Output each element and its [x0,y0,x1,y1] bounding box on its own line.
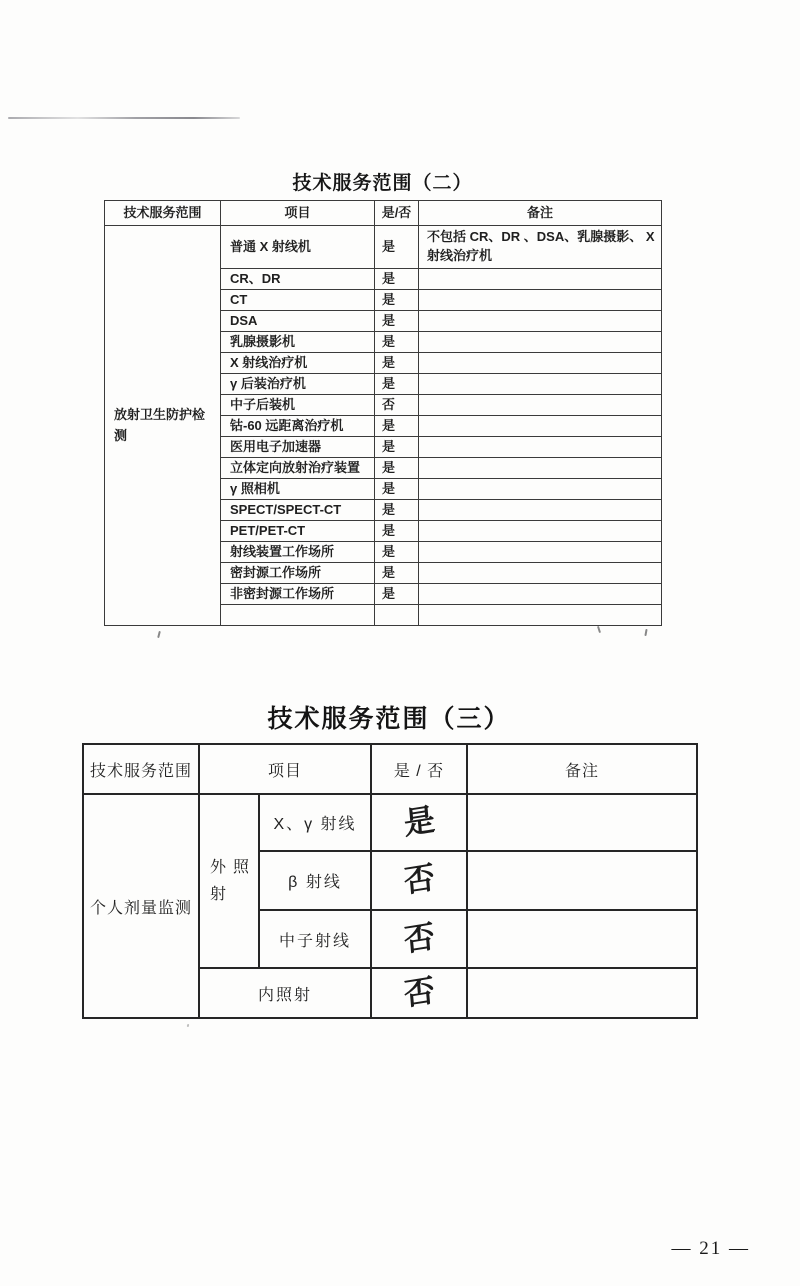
table-row [105,226,662,269]
remark-cell [419,395,662,416]
item-cell: 乳腺摄影机 [221,332,375,353]
remark-cell [419,353,662,374]
remark-cell [419,290,662,311]
item-cell: 立体定向放射治疗装置 [221,458,375,479]
scan-speck [597,626,601,633]
table-row [83,794,697,851]
yes-no-cell: 是 [375,311,419,332]
yes-no-cell: 是 [375,290,419,311]
item-cell: 医用电子加速器 [221,437,375,458]
remark-cell [419,584,662,605]
handwritten-answer: 否 [402,859,436,901]
remark-cell [419,416,662,437]
item-cell: β 射线 [259,851,371,910]
remark-cell [467,794,697,851]
remark-cell [419,479,662,500]
item-cell: 密封源工作场所 [221,563,375,584]
yes-no-cell: 是 [375,226,419,269]
item-cell: PET/PET-CT [221,521,375,542]
item-cell: 射线装置工作场所 [221,542,375,563]
item-cell: 非密封源工作场所 [221,584,375,605]
scope-cell: 放射卫生防护检测 [105,226,221,626]
remark-cell [467,968,697,1018]
header-scope: 技术服务范围 [83,744,199,794]
remark-cell [419,311,662,332]
item-cell: 普通 X 射线机 [221,226,375,269]
yes-no-cell: 否 [375,395,419,416]
service-scope-table-2 [104,200,662,626]
item-cell [221,605,375,626]
yes-no-cell: 是 [375,353,419,374]
table-header-row [83,744,697,794]
item-cell: 钴-60 远距离治疗机 [221,416,375,437]
item-cell: SPECT/SPECT-CT [221,500,375,521]
header-yes-no: 是/否 [375,201,419,226]
item-cell: CR、DR [221,269,375,290]
yes-no-cell: 是 [375,374,419,395]
yes-no-cell: 是 [375,479,419,500]
header-remark: 备注 [419,201,662,226]
remark-cell [419,542,662,563]
yes-no-cell: 是 [375,500,419,521]
remark-cell [419,605,662,626]
service-scope-table-3 [82,743,698,1019]
yes-no-cell: 是 [375,521,419,542]
yes-no-cell [371,794,467,851]
page-number: — 21 — [671,1238,750,1259]
scan-speck [157,631,161,638]
item-cell: γ 照相机 [221,479,375,500]
scan-artifact-line [8,117,240,119]
header-remark: 备注 [467,744,697,794]
item-cell: 中子后装机 [221,395,375,416]
remark-cell [419,500,662,521]
remark-cell [419,521,662,542]
yes-no-cell [371,968,467,1018]
remark-cell [419,563,662,584]
yes-no-cell [371,851,467,910]
header-item: 项目 [199,744,371,794]
yes-no-cell [371,910,467,968]
internal-exposure-cell: 内照射 [199,968,371,1018]
yes-no-cell: 是 [375,269,419,290]
remark-cell [419,458,662,479]
table1-title: 技术服务范围（二） [292,173,473,194]
remark-cell [467,851,697,910]
item-cell: CT [221,290,375,311]
remark-cell [419,269,662,290]
remark-cell [419,437,662,458]
handwritten-answer: 否 [402,918,436,959]
yes-no-cell: 是 [375,458,419,479]
item-cell: 中子射线 [259,910,371,968]
yes-no-cell: 是 [375,416,419,437]
external-exposure-cell: 外照射 [199,794,259,968]
yes-no-cell: 是 [375,437,419,458]
scope-cell: 个人剂量监测 [83,794,199,1018]
remark-cell [419,332,662,353]
item-cell: γ 后装治疗机 [221,374,375,395]
scan-speck [187,1024,190,1027]
item-cell: X、γ 射线 [259,794,371,851]
yes-no-cell: 是 [375,563,419,584]
header-item: 项目 [221,201,375,226]
yes-no-cell: 是 [375,332,419,353]
header-yes-no: 是 / 否 [371,744,467,794]
yes-no-cell: 是 [375,584,419,605]
scan-speck [644,629,647,636]
header-scope: 技术服务范围 [105,201,221,226]
table-header-row [105,201,662,226]
handwritten-answer: 否 [402,972,436,1013]
yes-no-cell [375,605,419,626]
table2-title: 技术服务范围（三） [267,705,511,733]
yes-no-cell: 是 [375,542,419,563]
handwritten-answer: 是 [402,801,436,843]
item-cell: X 射线治疗机 [221,353,375,374]
remark-cell [467,910,697,968]
item-cell: DSA [221,311,375,332]
remark-cell [419,374,662,395]
remark-cell: 不包括 CR、DR 、DSA、乳腺摄影、 X 射线治疗机 [419,226,662,269]
